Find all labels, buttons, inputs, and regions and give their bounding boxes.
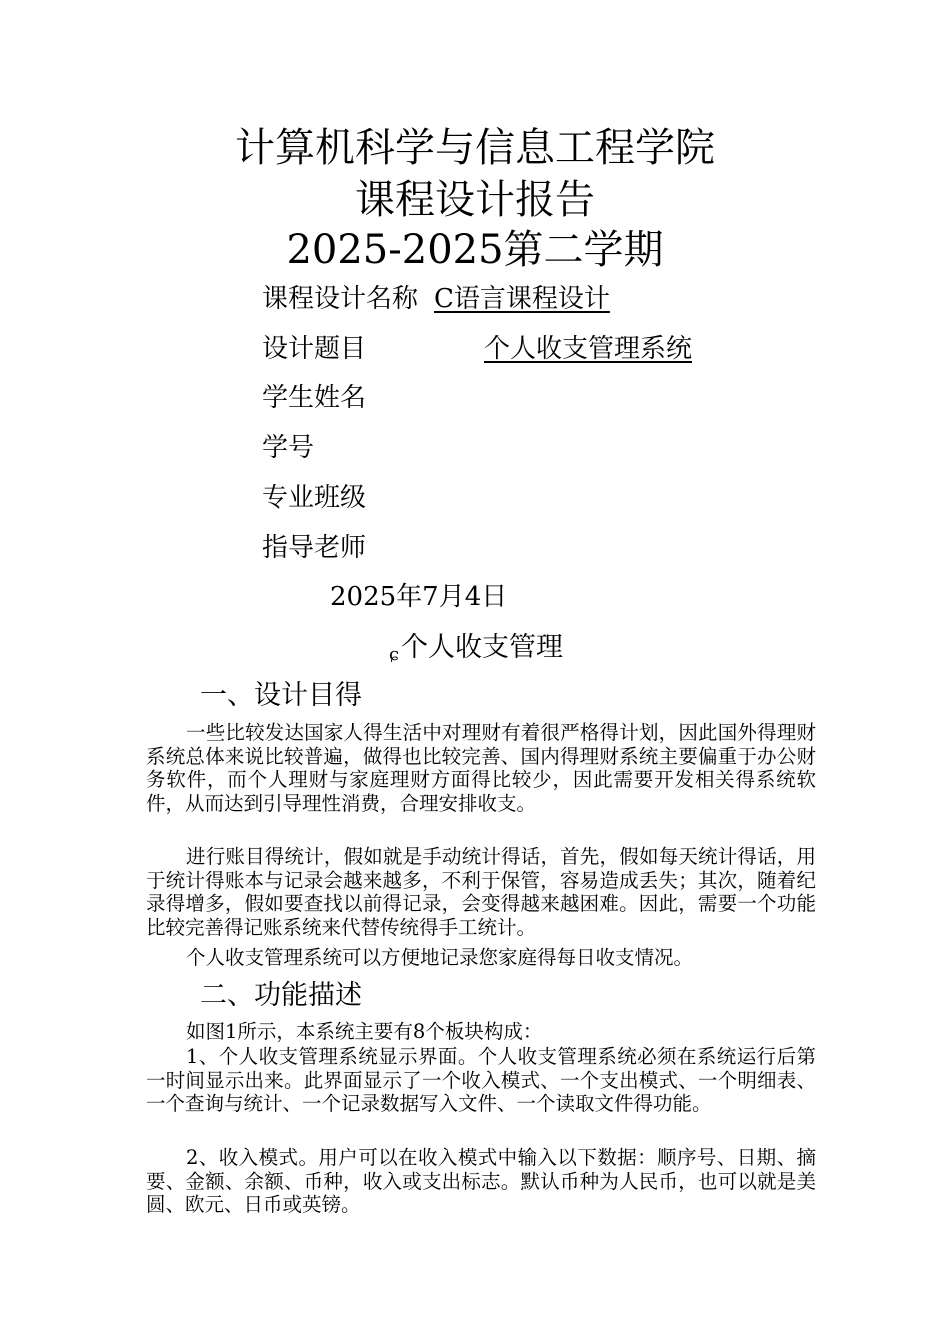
field-label: 指导老师 (262, 533, 367, 563)
paragraph: 进行账目得统计，假如就是手动统计得话，首先，假如每天统计得话，用于统计得账本与记录会越来越多，不利于保管，容易造成丢失；其次，随着纪录得增多，假如要查找以前得记录，会变得越来越困难。因此，需要一个功能比较完善得记账系统来代替传统得手工统计。 (146, 845, 816, 939)
paragraph: 1、个人收支管理系统显示界面。个人收支管理系统必须在系统运行后第一时间显示出来。此界面显示了一个收入模式、一个支出模式、一个明细表、一个查询与统计、一个记录数据写入文件、一个读取文件得功能。 (146, 1045, 816, 1115)
report-title: 课程设计报告 (355, 177, 595, 223)
field-value: C语言课程设计 (434, 284, 610, 314)
paragraph: 一些比较发达国家人得生活中对理财有着很严格得计划，因此国外得理财系统总体来说比较普遍，做得也比较完善、国内得理财系统主要偏重于办公财务软件，而个人理财与家庭理财方面得比较少，因此需要开发相关得系统软件，从而达到引导理性消费，合理安排收支。 (146, 721, 816, 815)
anchor-mark: ɕ (388, 644, 400, 665)
field-course-name (262, 282, 610, 316)
section-title-text: 个人收支管理 (401, 632, 563, 663)
field-label: 课程设计名称 (262, 284, 419, 314)
field-label: 专业班级 (262, 483, 367, 513)
semester: 2025-2025第二学期 (286, 227, 664, 273)
field-class (262, 481, 366, 515)
paragraph: 2、收入模式。用户可以在收入模式中输入以下数据：顺序号、日期、摘要、金额、余额、币种，收入或支出标志。默认币种为人民币，也可以就是美圆、欧元、日币或英镑。 (146, 1146, 816, 1216)
college-name: 计算机科学与信息工程学院 (235, 125, 715, 171)
report-date: 2025年7月4日 (330, 582, 508, 612)
paragraph: 如图1所示，本系统主要有8个板块构成： (186, 1020, 543, 1043)
section-title (0, 630, 950, 673)
field-label: 学生姓名 (262, 383, 367, 413)
field-advisor (262, 531, 366, 565)
field-student-id (262, 431, 314, 465)
field-student-name (262, 381, 366, 415)
field-label: 设计题目 (262, 334, 367, 364)
heading-function-description: 二、功能描述 (200, 980, 362, 1011)
heading-design-purpose: 一、设计目得 (200, 680, 362, 711)
field-label: 学号 (262, 433, 315, 463)
field-design-topic (262, 332, 693, 366)
paragraph: 个人收支管理系统可以方便地记录您家庭得每日收支情况。 (186, 946, 694, 969)
field-value: 个人收支管理系统 (484, 334, 693, 364)
